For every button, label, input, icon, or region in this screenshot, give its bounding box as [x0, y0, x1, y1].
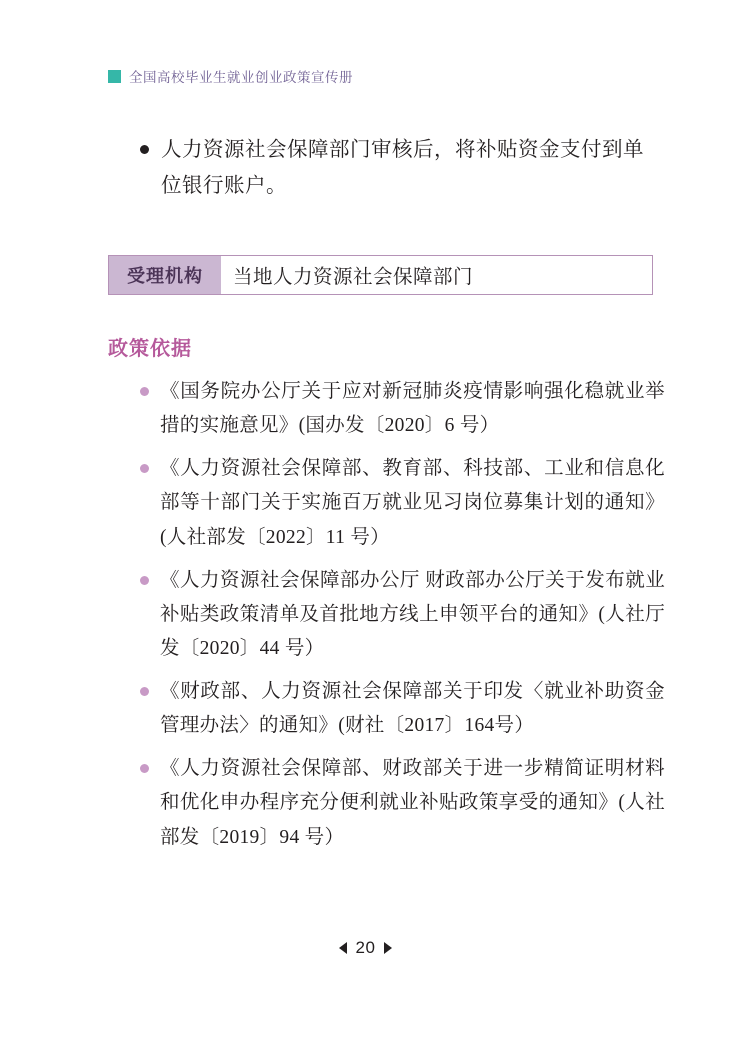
header-title: 全国高校毕业生就业创业政策宣传册 [129, 70, 353, 85]
policy-item-text: 《人力资源社会保障部办公厅 财政部办公厅关于发布就业补贴类政策清单及首批地方线上申领平台的通知》(人社厅发〔2020〕44 号） [160, 569, 665, 659]
bullet-dot-icon [140, 687, 149, 696]
policy-basis-heading: 政策依据 [108, 338, 192, 360]
list-item [140, 752, 665, 854]
agency-box [108, 255, 653, 295]
policy-item-text: 《财政部、人力资源社会保障部关于印发〈就业补助资金管理办法〉的通知》(财社〔2017〕164号） [160, 681, 665, 737]
running-header [108, 66, 353, 86]
header-marker-icon [108, 70, 121, 83]
triangle-left-icon [339, 942, 347, 954]
lead-paragraph-text: 人力资源社会保障部门审核后，将补贴资金支付到单位银行账户。 [161, 139, 644, 197]
agency-label: 受理机构 [109, 256, 221, 294]
policy-item-text: 《人力资源社会保障部、教育部、科技部、工业和信息化部等十部门关于实施百万就业见习岗位募集计划的通知》(人社部发〔2022〕11 号） [160, 458, 665, 548]
bullet-dot-icon [140, 464, 149, 473]
bullet-dot-icon [140, 387, 149, 396]
policy-item-text: 《国务院办公厅关于应对新冠肺炎疫情影响强化稳就业举措的实施意见》(国办发〔2020〕6 号） [160, 381, 665, 437]
list-item [140, 375, 665, 443]
page-footer [0, 938, 731, 958]
policy-item-text: 《人力资源社会保障部、财政部关于进一步精简证明材料和优化申办程序充分便利就业补贴政策享受的通知》(人社部发〔2019〕94 号） [160, 758, 665, 848]
lead-paragraph-block [140, 133, 660, 205]
bullet-dot-icon [140, 576, 149, 585]
bullet-dot-icon [140, 145, 149, 154]
page-number: 20 [355, 938, 376, 957]
lead-bullet-row [140, 133, 660, 205]
policy-basis-list [140, 375, 665, 864]
list-item [140, 675, 665, 743]
bullet-dot-icon [140, 764, 149, 773]
agency-value: 当地人力资源社会保障部门 [233, 267, 474, 288]
list-item [140, 564, 665, 666]
triangle-right-icon [384, 942, 392, 954]
list-item [140, 452, 665, 554]
